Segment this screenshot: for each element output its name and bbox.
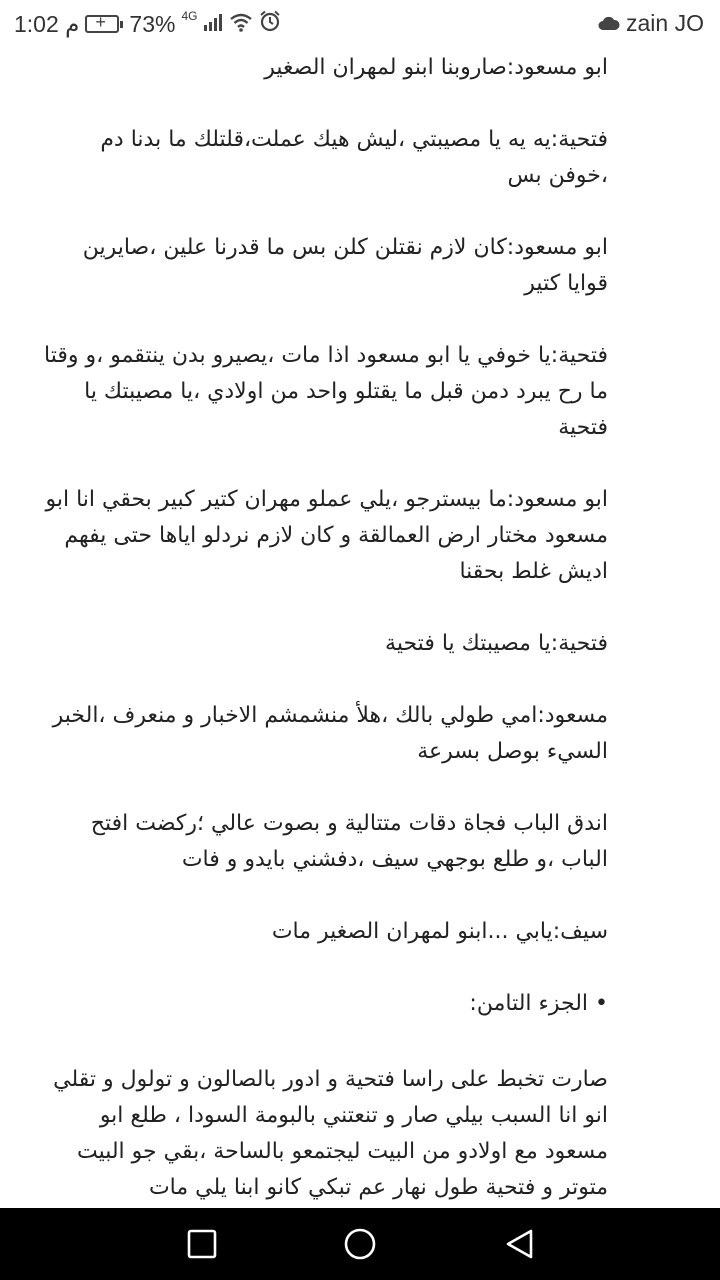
alarm-icon <box>259 10 281 38</box>
back-button[interactable] <box>502 1226 538 1262</box>
status-left <box>14 10 281 38</box>
paragraph: سيف:يابي ...ابنو لمهران الصغير مات <box>271 919 608 944</box>
article-viewport[interactable] <box>0 50 720 1208</box>
paragraph: فتحية:يه يه يا مصيبتي ،ليش هيك عملت،قلتلك ما بدنا دم ،خوفن بس <box>100 127 608 188</box>
paragraph: ابو مسعود:ما بيسترجو ،يلي عملو مهران كتير كبير بحقي انا ابو مسعود مختار ارض العمالقة و كان لازم نردلو اياها حتى يفهم اديش غلط بحقنا <box>45 487 608 584</box>
circle-icon <box>342 1226 378 1262</box>
status-bar <box>0 0 720 50</box>
signal-icon <box>203 11 223 38</box>
paragraph: ابو مسعود:صاروبنا ابنو لمهران الصغير <box>264 55 608 80</box>
paragraph: فتحية:يا خوفي يا ابو مسعود اذا مات ،يصيرو بدن ينتقمو ،و وقتا ما رح يبرد دمن قبل ما يقتلو واحد من اولادي ،يا مصيبتك يا فتحية <box>44 343 608 440</box>
clock: 1:02 م <box>14 10 80 37</box>
paragraph: مسعود:امي طولي بالك ،هلأ منشمشم الاخبار و منعرف ،الخبر السيء بوصل بسرعة <box>52 703 608 764</box>
status-right <box>598 10 704 37</box>
cloud-icon <box>598 10 620 37</box>
home-button[interactable] <box>342 1226 378 1262</box>
battery-icon <box>85 15 119 33</box>
recents-button[interactable] <box>184 1226 220 1262</box>
wifi-icon <box>229 11 253 38</box>
paragraph: صارت تخبط على راسا فتحية و ادور بالصالون و تولول و تقلي انو انا السبب بيلي صار و تنعتني بالبومة السودا ، طلع ابو مسعود مع اولادو من البيت ليجتمعو بالساحة ،بقي جو البيت متوتر و فتحية طول نهار عم تبكي كانو ابنا يلي مات <box>53 1067 608 1200</box>
square-icon <box>184 1226 220 1262</box>
paragraph: ابو مسعود:كان لازم نقتلن كلن بس ما قدرنا علين ،صايرين قوايا كتير <box>82 235 608 296</box>
article-body <box>0 50 720 1206</box>
paragraph: اندق الباب فجاة دقات متتالية و بصوت عالي ؛ركضت افتح الباب ،و طلع بوجهي سيف ،دفشني بايدو و فات <box>90 811 608 872</box>
navigation-bar <box>0 1208 720 1280</box>
network-type: 4G <box>181 9 198 23</box>
battery-percent: 73% <box>129 10 176 37</box>
paragraph: فتحية:يا مصيبتك يا فتحية <box>385 631 608 656</box>
part-heading: • الجزء التامن: <box>469 991 608 1016</box>
triangle-back-icon <box>502 1226 538 1262</box>
carrier-name: zain JO <box>626 10 704 36</box>
